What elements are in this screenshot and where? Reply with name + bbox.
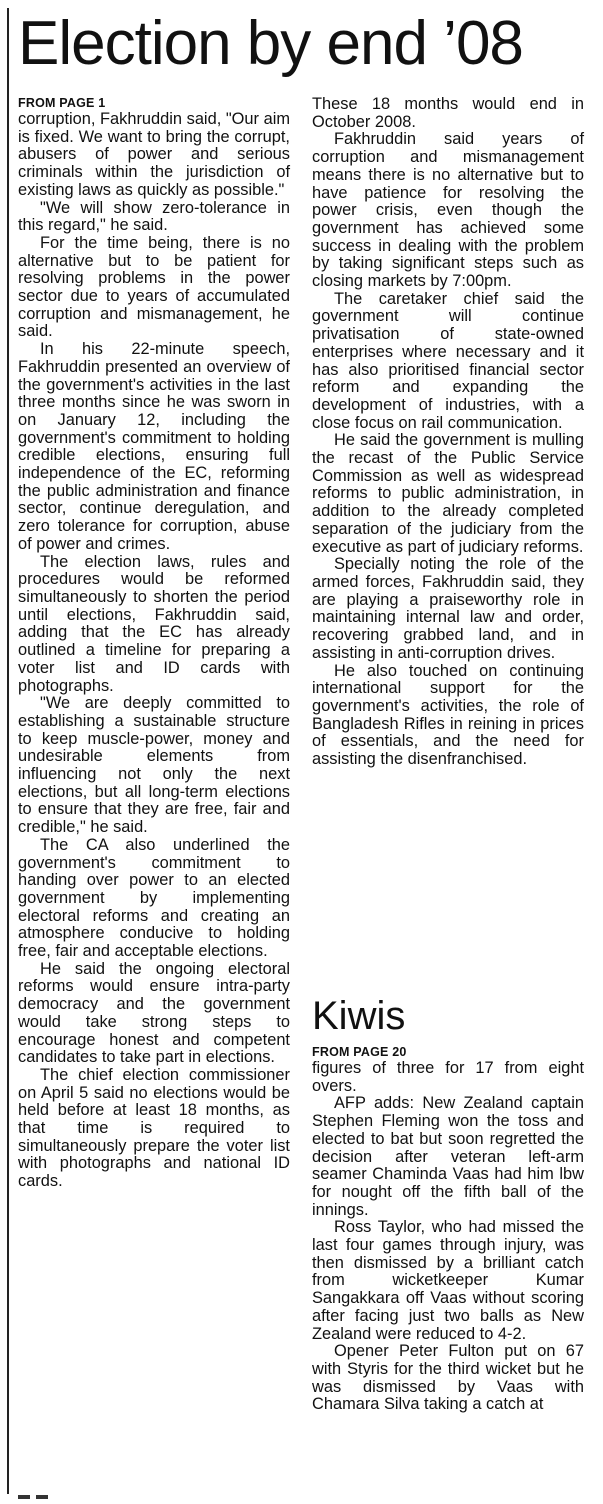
paragraph: Ross Taylor, who had missed the last four games through injury, was then dismissed by a brilliant catch from wicketkeeper Kumar Sangakkara off Vaas without scoring after facing just two balls as New Zealand were reduced to 4-2. <box>312 1218 584 1343</box>
article-column-right <box>312 96 584 769</box>
jump-kicker: FROM PAGE 20 <box>312 1045 407 1059</box>
paragraph: figures of three for 17 from eight overs. <box>312 1059 584 1095</box>
kiwis-headline: Kiwis <box>312 994 406 1038</box>
kiwis-article <box>312 1045 584 1414</box>
paragraph: AFP adds: New Zealand captain Stephen Fleming won the toss and elected to bat but soon regretted the decision after veteran left-arm seamer Chaminda Vaas had him lbw for nought off the fifth ball of the innings. <box>312 1094 584 1219</box>
paragraph: He said the ongoing electoral reforms would ensure intra-party democracy and the government would take strong steps to encourage honest and competent candidates to take part in elections. <box>18 959 290 1067</box>
cut-off-text-fragment <box>18 1486 88 1494</box>
paragraph: He said the government is mulling the recast of the Public Service Commission as well as widespread reforms to public administration, in addition to the already completed separation of the judiciary from the executive as part of judiciary reforms. <box>312 431 584 556</box>
paragraph: For the time being, there is no alternative but to be patient for resolving problems in the power sector due to years of accumulated corruption and mismanagement, he said. <box>18 233 290 341</box>
paragraph: In his 22-minute speech, Fakhruddin presented an overview of the government's activities in the last three months since he was sworn in on January 12, including the government's commitment to holding credible elections, ensuring full independence of the EC, reforming the public administration and finance sector, continue deregulation, and zero tolerance for corruption, abuse of power and crimes. <box>18 340 290 553</box>
paragraph: corruption, Fakhruddin said, "Our aim is fixed. We want to bring the corrupt, abusers of power and serious criminals within the jurisdiction of existing laws as quickly as possible." <box>18 110 290 199</box>
paragraph: The CA also underlined the government's commitment to handing over power to an elected government by implementing electoral reforms and creating an atmosphere conducive to holding free, fair and acceptable elections. <box>18 835 290 961</box>
column-rule <box>7 8 9 1494</box>
paragraph: Specially noting the role of the armed forces, Fakhruddin said, they are playing a praiseworthy role in maintaining internal law and order, recovering grabbed land, and in assisting in anti-corruption drives. <box>312 555 584 662</box>
headline: Election by end ’08 <box>18 9 523 78</box>
paragraph: "We are deeply committed to establishing a sustainable structure to keep muscle-power, money and undesirable elements from influencing not only the next elections, but all long-term elections to ensure that they are free, fair and credible," he said. <box>18 694 290 837</box>
paragraph: The chief election commissioner on April 5 said no elections would be held before at least 18 months, as that time is required to simultaneously prepare the voter list with photographs and national ID cards. <box>18 1065 290 1191</box>
paragraph: "We will show zero-tolerance in this regard," he said. <box>18 198 290 235</box>
paragraph: The election laws, rules and procedures would be reformed simultaneously to shorten the period until elections, Fakhruddin said, adding that the EC has already outlined a timeline for preparing a voter list and ID cards with photographs. <box>18 552 290 695</box>
paragraph: The caretaker chief said the government will continue privatisation of state-owned enterprises where necessary and it has also prioritised financial sector reform and expanding the development of industries, with a close focus on rail communication. <box>312 289 584 432</box>
paragraph: He also touched on continuing international support for the government's activities, the role of Bangladesh Rifles in reining in prices of essentials, and the need for assisting the disenfranchised. <box>312 661 584 769</box>
paragraph: Opener Peter Fulton put on 67 with Styris for the third wicket but he was dismissed by Vaas with Chamara Silva taking a catch at <box>312 1342 584 1414</box>
article-column-left <box>18 96 290 1191</box>
jump-kicker: FROM PAGE 1 <box>18 96 106 110</box>
paragraph: These 18 months would end in October 2008. <box>312 95 584 131</box>
paragraph: Fakhruddin said years of corruption and mismanagement means there is no alternative but to have patience for resolving the power crisis, even though the government has achieved some success in dealing with the problem by taking significant steps such as closing markets by 7:00pm. <box>312 130 584 291</box>
